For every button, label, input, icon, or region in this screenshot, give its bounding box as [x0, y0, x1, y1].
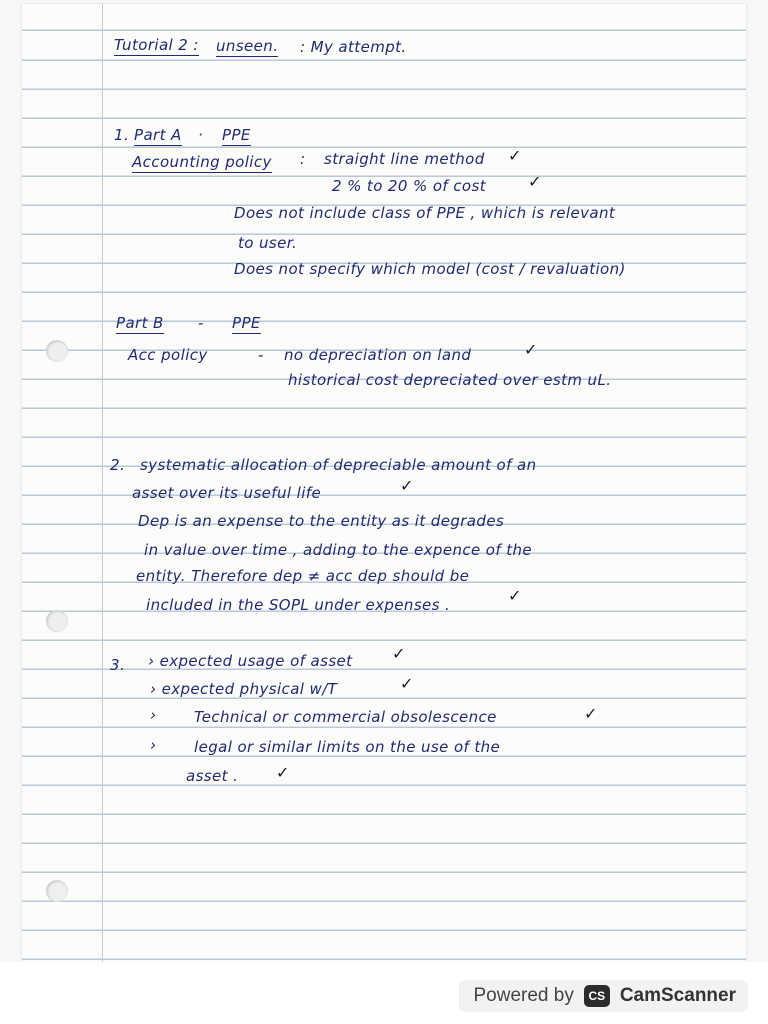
check-mark: ✓: [508, 146, 522, 165]
q1-comment-1: Does not include class of PPE , which is relevant: [234, 204, 616, 222]
check-mark: ✓: [392, 644, 406, 663]
title-attempt: : My attempt.: [300, 38, 407, 56]
q3-line-3: Technical or commercial obsolescence: [194, 708, 497, 726]
title-unseen: unseen.: [216, 37, 279, 55]
q2-line-2: asset over its useful life: [132, 484, 322, 502]
q1-part-a-label: Part A: [134, 126, 182, 144]
q3-line-1: › expected usage of asset: [148, 652, 353, 670]
q3-line-3-marker: ›: [150, 706, 157, 724]
q2-line-3: Dep is an expense to the entity as it degrades: [138, 512, 505, 530]
check-mark: ✓: [584, 704, 598, 723]
scanner-footer: [0, 962, 768, 1024]
q3-line-5: asset .: [186, 767, 239, 785]
q1-part-a-dot: ·: [198, 126, 204, 144]
q2-line-1: systematic allocation of depreciable amount of an: [140, 456, 537, 474]
q3-number: 3.: [110, 656, 126, 674]
title-tutorial: Tutorial 2 :: [114, 36, 199, 54]
q1-part-a-subject: PPE: [222, 126, 251, 144]
q1-comment-2: to user.: [238, 234, 298, 252]
q3-line-2: › expected physical w/T: [150, 680, 338, 698]
q1-accounting-policy-label: Accounting policy: [132, 153, 272, 171]
margin-line: [102, 4, 103, 962]
q3-line-4: legal or similar limits on the use of the: [194, 738, 501, 756]
notebook-page: [22, 4, 746, 962]
check-mark: ✓: [400, 674, 414, 693]
powered-by-label: Powered by: [473, 985, 574, 1006]
q1-historical-cost: historical cost depreciated over estm uL.: [288, 371, 612, 389]
q2-line-6: included in the SOPL under expenses .: [146, 596, 451, 614]
q1-acc-policy-dash: -: [258, 346, 264, 364]
camscanner-brand-name: CamScanner: [619, 985, 736, 1006]
q1-colon: :: [300, 150, 306, 168]
q2-line-5: entity. Therefore dep ≠ acc dep should be: [136, 567, 470, 585]
check-mark: ✓: [400, 476, 414, 495]
q1-number: 1.: [114, 126, 130, 144]
q3-line-4-marker: ›: [150, 736, 157, 754]
check-mark: ✓: [528, 172, 542, 191]
punch-hole: [46, 340, 68, 362]
punch-hole: [46, 880, 68, 902]
camscanner-logo-icon: CS: [584, 985, 610, 1007]
q1-method: straight line method: [324, 150, 485, 168]
punch-hole: [46, 610, 68, 632]
q1-part-b-subject: PPE: [232, 314, 261, 332]
q1-acc-policy-label: Acc policy: [128, 346, 208, 364]
q2-number: 2.: [110, 456, 126, 474]
q1-part-b-dash: -: [198, 314, 204, 332]
q1-rate: 2 % to 20 % of cost: [332, 177, 486, 195]
q1-no-depreciation: no depreciation on land: [284, 346, 472, 364]
q1-comment-3: Does not specify which model (cost / revaluation): [234, 260, 626, 278]
q1-part-b-label: Part B: [116, 314, 164, 332]
camscanner-watermark: [459, 980, 748, 1012]
q2-line-4: in value over time , adding to the expence of the: [144, 541, 533, 559]
check-mark: ✓: [524, 340, 538, 359]
check-mark: ✓: [276, 763, 290, 782]
check-mark: ✓: [508, 586, 522, 605]
